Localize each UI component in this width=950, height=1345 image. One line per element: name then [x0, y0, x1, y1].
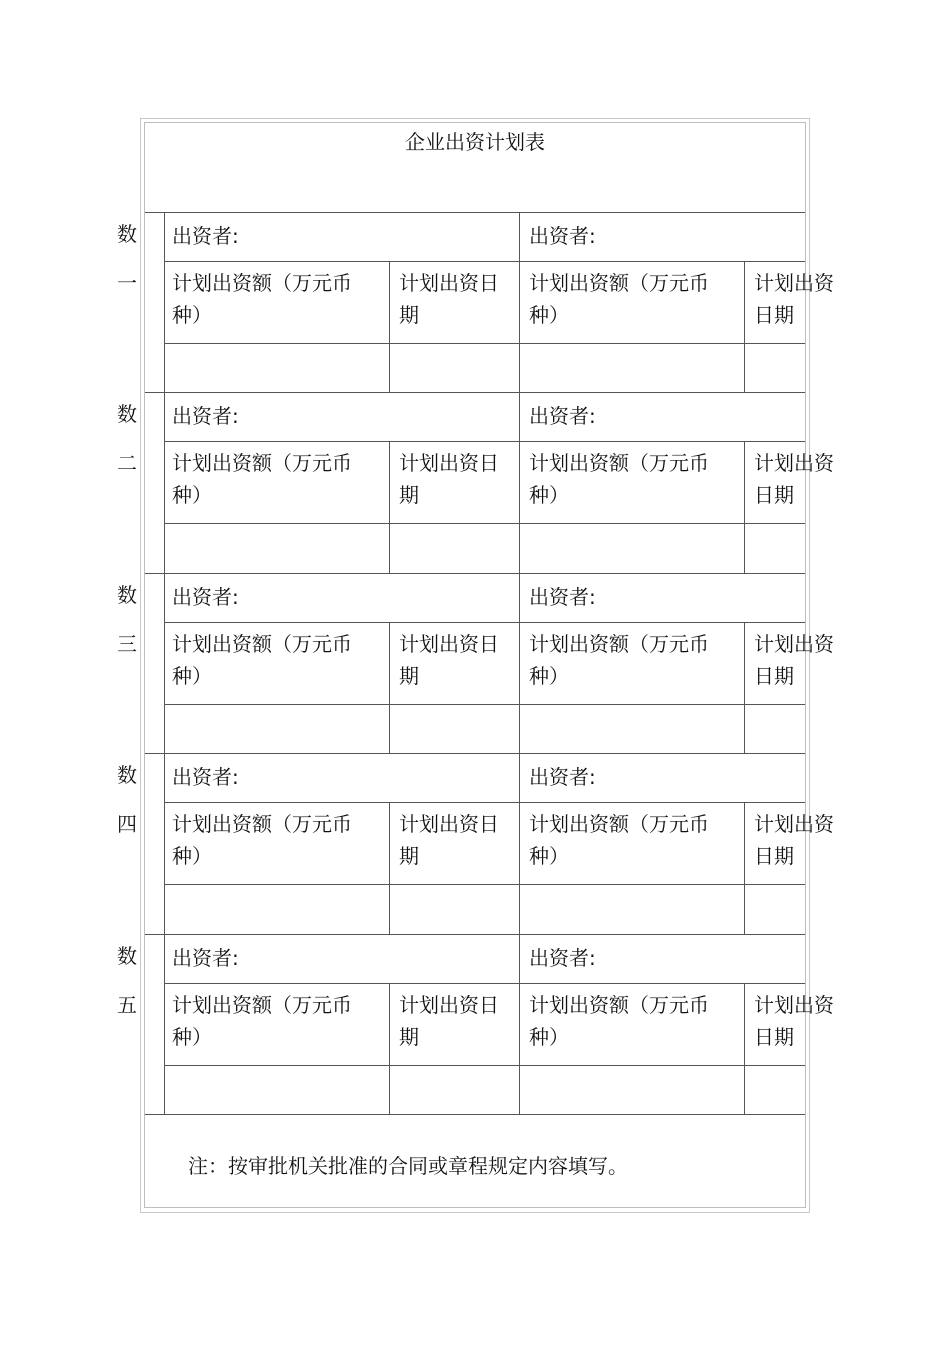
amount-header: 种） — [172, 483, 212, 507]
section-label: 四 — [117, 812, 137, 836]
row-divider — [164, 802, 805, 803]
amount-header: 种） — [529, 663, 569, 688]
amount-header: 计划出资额（万元币 — [172, 270, 352, 295]
col-divider — [519, 753, 520, 934]
date-header: 计划出资 — [754, 812, 834, 836]
row-divider — [164, 884, 805, 885]
amount-header: 计划出资额（万元币 — [529, 812, 709, 836]
amount-header: 计划出资额（万元币 — [172, 992, 352, 1017]
col-divider — [519, 573, 520, 754]
amount-header: 计划出资额（万元币 — [172, 631, 352, 656]
investor-label: 出资者: — [172, 584, 239, 609]
amount-header: 种） — [529, 1024, 569, 1049]
row-divider — [164, 523, 805, 524]
section-label: 数 — [117, 402, 137, 426]
amount-header: 种） — [172, 1024, 212, 1049]
col-divider — [519, 934, 520, 1115]
col-divider — [164, 753, 165, 934]
date-header: 计划出资日 — [399, 992, 499, 1017]
amount-header: 种） — [529, 483, 569, 507]
section-label: 一 — [117, 270, 137, 295]
footnote: 注：按审批机关批准的合同或章程规定内容填写。 — [188, 1154, 628, 1178]
amount-header: 种） — [529, 302, 569, 327]
section-label: 数 — [117, 943, 137, 968]
col-divider — [389, 622, 390, 754]
amount-header: 计划出资额（万元币 — [529, 270, 709, 295]
investor-label: 出资者: — [529, 404, 596, 428]
date-header: 计划出资日 — [399, 812, 499, 836]
amount-header: 种） — [529, 844, 569, 868]
date-header: 日期 — [754, 483, 794, 507]
amount-header: 种） — [172, 844, 212, 868]
row-divider — [145, 212, 805, 213]
row-divider — [164, 261, 805, 262]
col-divider — [519, 392, 520, 573]
col-divider — [744, 261, 745, 393]
col-divider — [389, 983, 390, 1115]
col-divider — [744, 802, 745, 934]
amount-header: 种） — [172, 302, 212, 327]
amount-header: 种） — [172, 663, 212, 688]
col-divider — [389, 261, 390, 393]
investor-label: 出资者: — [172, 945, 239, 970]
page-title: 企业出资计划表 — [405, 130, 545, 154]
date-header: 期 — [399, 663, 419, 688]
amount-header: 计划出资额（万元币 — [529, 631, 709, 656]
date-header: 计划出资 — [754, 270, 834, 295]
date-header: 计划出资日 — [399, 631, 499, 656]
row-divider — [145, 573, 805, 574]
section-label: 数 — [117, 582, 137, 607]
section-label: 二 — [117, 451, 137, 475]
col-divider — [164, 212, 165, 393]
col-divider — [744, 441, 745, 573]
col-divider — [389, 441, 390, 573]
col-divider — [744, 983, 745, 1115]
investor-label: 出资者: — [529, 584, 596, 609]
col-divider — [164, 573, 165, 754]
col-divider — [164, 934, 165, 1115]
col-divider — [744, 622, 745, 754]
date-header: 期 — [399, 483, 419, 507]
amount-header: 计划出资额（万元币 — [172, 812, 352, 836]
date-header: 期 — [399, 844, 419, 868]
row-divider — [164, 622, 805, 623]
investor-label: 出资者: — [529, 765, 596, 789]
col-divider — [389, 802, 390, 934]
date-header: 日期 — [754, 663, 794, 688]
investor-label: 出资者: — [172, 223, 239, 248]
date-header: 计划出资 — [754, 992, 834, 1017]
date-header: 日期 — [754, 302, 794, 327]
date-header: 计划出资日 — [399, 451, 499, 475]
col-divider — [164, 392, 165, 573]
row-divider — [145, 934, 805, 935]
amount-header: 计划出资额（万元币 — [172, 451, 352, 475]
investor-label: 出资者: — [172, 765, 239, 789]
row-divider — [145, 392, 805, 393]
amount-header: 计划出资额（万元币 — [529, 992, 709, 1017]
date-header: 日期 — [754, 844, 794, 868]
section-label: 五 — [117, 992, 137, 1017]
col-divider — [519, 212, 520, 393]
investor-label: 出资者: — [172, 404, 239, 428]
row-divider — [164, 983, 805, 984]
row-divider — [164, 343, 805, 344]
amount-header: 计划出资额（万元币 — [529, 451, 709, 475]
section-label: 数 — [117, 221, 137, 246]
date-header: 期 — [399, 302, 419, 327]
investor-label: 出资者: — [529, 945, 596, 970]
row-divider — [164, 1065, 805, 1066]
row-divider — [164, 441, 805, 442]
date-header: 计划出资 — [754, 451, 834, 475]
section-label: 数 — [117, 763, 137, 787]
investor-label: 出资者: — [529, 223, 596, 248]
date-header: 计划出资日 — [399, 270, 499, 295]
row-divider — [164, 704, 805, 705]
row-divider — [145, 1114, 805, 1115]
date-header: 日期 — [754, 1024, 794, 1049]
row-divider — [145, 753, 805, 754]
date-header: 计划出资 — [754, 631, 834, 656]
date-header: 期 — [399, 1024, 419, 1049]
section-label: 三 — [117, 631, 137, 656]
